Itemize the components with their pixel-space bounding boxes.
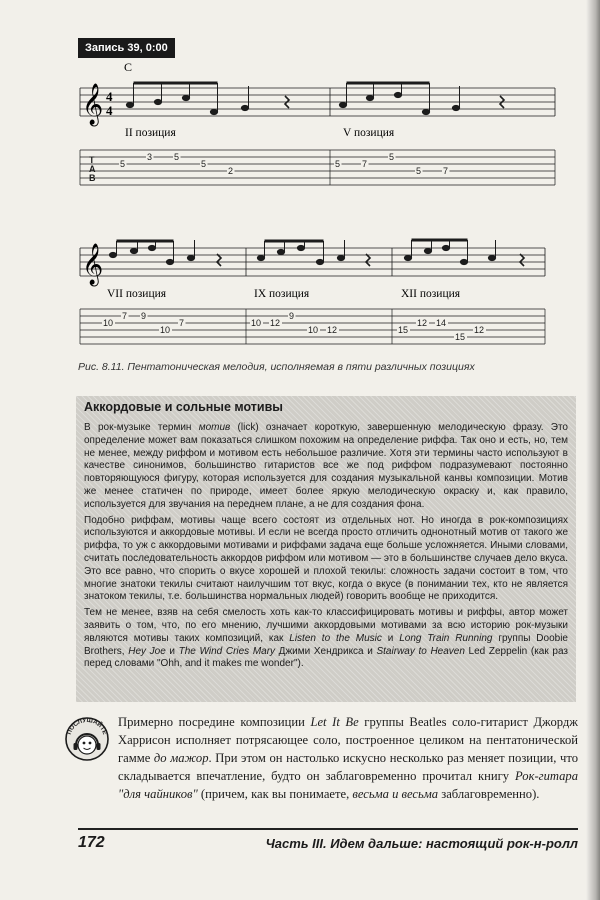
svg-text:T: T bbox=[89, 155, 95, 165]
tab-fret-number: 12 bbox=[327, 325, 338, 335]
tab-fret-number: 7 bbox=[362, 159, 368, 169]
sidebar-paragraph-1: В рок-музыке термин мотив (lick) означает короткую, завершенную мелодическую фразу. Это определение может вам показаться слишком похожим на определение риффа. Так оно и есть, но, тем не менее, между риффом и мотивом есть небольшое различие. Хотя эти термины часто используют в качестве синонимов, большинство гитаристов все же под риффом подразумевают постоянно повторяющуюся фигуру, которая используется для создания музыкальной канвы композиции. Мотив же менее статичен по природе, имеет более яркую мелодическую окраску и, как правило, используется для звучания на переднем плане, а не для создания фона. bbox=[84, 422, 568, 510]
sidebar-paragraph-2: Подобно риффам, мотивы чаще всего состоят из отдельных нот. Но иногда в рок-композициях используются и аккордовые мотивы. И если не всегда просто отличить однонотный мотив от такого же риффа, то уж с аккордовыми мотивами и риффами задача еще больше усложняется. Иными словами, считать последовательность аккордов риффом или мотивом — это в большинстве случаев дело вкуса. Это все равно, что спорить о вкусе хорошей и плохой текилы: сложность задачи состоит в том, что многие знатоки текилы считают наилучшим тот вкус, когда о вкусе (в понимании тех, кто не является знатоком текилы, т.е. большинства нормальных людей) говорить вообще не приходится. bbox=[84, 514, 568, 603]
running-head: Часть III. Идем дальше: настоящий рок-н-ролл bbox=[265, 836, 578, 851]
tab-fret-number: 7 bbox=[122, 311, 128, 321]
tab-fret-number: 12 bbox=[417, 318, 428, 328]
position-label: IX позиция bbox=[254, 288, 310, 300]
staff-system-2 bbox=[80, 248, 545, 276]
listen-headphones-icon bbox=[62, 712, 112, 762]
position-label: VII позиция bbox=[107, 288, 167, 300]
tab-fret-number: 3 bbox=[147, 152, 153, 162]
tab-fret-number: 7 bbox=[443, 166, 449, 176]
staff-system-1 bbox=[80, 88, 555, 116]
tab-fret-number: 10 bbox=[308, 325, 319, 335]
treble-clef-icon: 𝄞 bbox=[82, 244, 104, 285]
tab-fret-number: 9 bbox=[141, 311, 147, 321]
sidebar-paragraph-3: Тем не менее, взяв на себя смелость хоть как-то классифицировать мотивы и риффы, автор может заявить о том, что, по его мнению, лучшими аккордовыми мотивами за всю историю рок-музыки являются мотивы таких композиций, как Listen to the Music и Long Train Running группы Doobie Brothers, Hey Joe и The Wind Cries Mary Джими Хендрикса и Stairway to Heaven Led Zeppelin (как раз перед словами "Ohh, and it makes me wonder"). bbox=[84, 607, 568, 670]
tab-fret-number: 10 bbox=[251, 318, 262, 328]
page-number: 172 bbox=[78, 834, 105, 851]
sidebar-box bbox=[76, 396, 576, 702]
position-label: II позиция bbox=[125, 127, 176, 139]
tab-fret-number: 12 bbox=[270, 318, 281, 328]
tab-fret-number: 10 bbox=[160, 325, 171, 335]
tab-fret-number: 5 bbox=[174, 152, 180, 162]
footer-rule bbox=[78, 828, 578, 830]
tab-fret-number: 5 bbox=[389, 152, 395, 162]
body-paragraph: Примерно посредине композиции Let It Be группы Beatles соло-гитарист Джордж Харрисон исполняет потрясающее соло, построенное целиком на пентатонической гамме до мажор. При этом он настолько искусно несколько раз меняет позиции, что складывается впечатление, будто он заблаговременно прочитал книгу Рок-гитара "для чайников" (причем, как вы понимаете, весьма и весьма заблаговременно). bbox=[118, 715, 578, 801]
time-signature-bottom: 4 bbox=[106, 103, 113, 118]
chord-symbol: C bbox=[124, 60, 133, 74]
tab-fret-number: 10 bbox=[103, 318, 114, 328]
svg-text:B: B bbox=[89, 173, 96, 183]
recording-label: Запись 39, 0:00 bbox=[78, 38, 175, 58]
sidebar-title: Аккордовые и сольные мотивы bbox=[84, 400, 283, 414]
tab-fret-number: 5 bbox=[120, 159, 126, 169]
tab-fret-number: 12 bbox=[474, 325, 485, 335]
treble-clef-icon: 𝄞 bbox=[82, 84, 104, 125]
figure-caption: Рис. 8.11. Пентатоническая мелодия, исполняемая в пяти различных позициях bbox=[78, 361, 475, 373]
page-spine-shadow bbox=[586, 0, 600, 900]
svg-text:A: A bbox=[89, 164, 96, 174]
time-signature-top: 4 bbox=[106, 89, 113, 104]
tab-fret-number: 15 bbox=[455, 332, 466, 342]
tab-fret-number: 15 bbox=[398, 325, 409, 335]
tab-fret-number: 2 bbox=[228, 166, 234, 176]
tab-fret-number: 5 bbox=[335, 159, 341, 169]
tab-fret-number: 14 bbox=[436, 318, 447, 328]
position-label: XII позиция bbox=[401, 288, 461, 300]
tab-fret-number: 9 bbox=[289, 311, 295, 321]
tab-fret-number: 7 bbox=[179, 318, 185, 328]
music-notation bbox=[0, 0, 600, 360]
position-label: V позиция bbox=[343, 127, 395, 139]
tab-clef bbox=[89, 155, 96, 183]
tab-fret-number: 5 bbox=[416, 166, 422, 176]
svg-text:ПОСЛУШАЙТЕ: ПОСЛУШАЙТЕ bbox=[65, 716, 109, 736]
tab-fret-number: 5 bbox=[201, 159, 207, 169]
